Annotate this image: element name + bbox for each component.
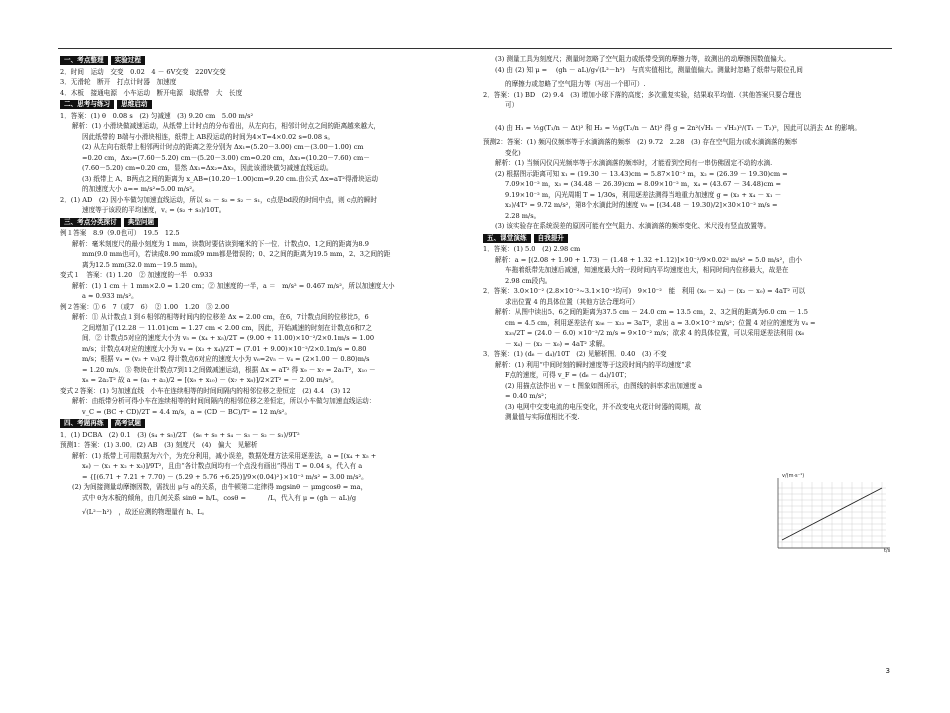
text-line: 式中 θ为木板的倾角，由几何关系 sinθ = h/L，cosθ = /L，代入有 μ = (gh － aL)/g bbox=[82, 493, 357, 502]
text-line: 2．答案：3.0×10⁻² (2.8×10⁻²~3.1×10⁻²均可) 9×10⁻² 能 利用 (x₆ － x₄) － (x₂ － x₀) = 4aT² 可以 bbox=[483, 287, 806, 295]
text-line: 测量值与实际值相比不变. bbox=[505, 413, 580, 421]
text-line: 解析：a = [(2.08 + 1.90 + 1.73) － (1.48 + 1.32 +1.12)]×10⁻²/9×0.02² m/s² = 5.0 m/s²，由小 bbox=[495, 255, 802, 264]
text-line: 解析：(1) 小滑块做减速运动，从纸带上计时点的分布看出，从左向右，相邻计时点之间的距离越来越大， bbox=[72, 122, 381, 130]
graph-y-label: v/(m·s⁻¹) bbox=[782, 473, 805, 479]
section-3-heading bbox=[60, 217, 470, 228]
text-line: (3) 纸带上 A、B两点之间的距离为 x_AB=(10.20－1.00)cm=9.20 cm.由公式 Δx=aT²得滑块运动 bbox=[82, 174, 378, 183]
vt-graph bbox=[768, 474, 896, 556]
text-line: 间．② 计数点5对应的速度大小为 v₅ = (x₄ + x₅)/2T = (9.00 + 11.00)×10⁻²/2×0.1m/s = 1.00 bbox=[82, 334, 375, 342]
text-line: x₈ = 2a₂T² 故 a = (a₁ + a₂)/2 = [(x₉ + x₁₀) － (x₇ + x₈)]/2×2T² = － 2.00 m/s²。 bbox=[82, 376, 338, 384]
text-line: 3．答案：(1) (d₆ － d₄)/10T (2) 见解析图．0.40 (3) 不变 bbox=[483, 350, 667, 358]
text-line: = {[(6.71 + 7.21 + 7.70) － (5.29 + 5.76 +6.25)]/9×(0.04)²}×10⁻² m/s² = 3.00 m/s²。 bbox=[82, 472, 368, 481]
text-line: m/s；根据 v₄ = (v₃ + v₅)/2 得计数点6对应的速度大小为 v₆=2v₅ － v₄ = (2×1.00 － 0.80)m/s bbox=[82, 355, 370, 363]
section-2-title: 二、思考与练习 bbox=[60, 100, 114, 109]
text-line: (7.60－5.20) cm=0.20 cm，显然 Δx₁=Δx₂=Δx₃，因此该滑块做匀减速直线运动。 bbox=[82, 164, 333, 172]
text-line: 1．答案：(1) 5.0 (2) 2.98 cm bbox=[483, 245, 581, 253]
text-line: 解析：(1) 1 cm ＋ 1 mm×2.0 = 1.20 cm；② 加速度的一半，a ＝ m/s² = 0.467 m/s²，所以加速度大小 bbox=[72, 281, 395, 290]
text-line: (3) 测量工具为刻度尺；测量时忽略了空气阻力或纸带受到的摩擦力等，故测出的动摩擦因数值偏大。 bbox=[495, 55, 790, 63]
text-line: 9.19×10⁻² m，闪光周期 T = 1/30s，利用逐差法测得当地重力加速度 g = (x₃ + x₄ － x₁ － bbox=[505, 190, 782, 199]
text-line: － x₄) － (x₂ － x₀) = 4aT² 求解。 bbox=[505, 339, 609, 348]
text-line: 2.28 m/s。 bbox=[505, 211, 541, 220]
text-line: 例１答案 8.9（9.0也可） 19.5 12.5 bbox=[60, 229, 180, 237]
section-5-subtitle: 自我提升 bbox=[534, 234, 568, 243]
text-line: 之间增加了(12.28 － 11.01)cm = 1.27 cm < 2.00 cm，因此，开始减速的时刻在计数点6和7之 bbox=[82, 323, 372, 332]
text-line: 解析：从图中读出5、6之间的距离为37.5 cm － 24.0 cm = 13.5 cm，2、3之间的距离为6.0 cm － 1.5 bbox=[495, 308, 808, 316]
text-line: (2) 为间接测量动摩擦因数，需找出 μ与 a的关系，由牛顿第二定律得 mgsinθ － μmgcosθ = ma， bbox=[72, 483, 368, 491]
text-line: (4) 由 (2) 知 μ = (gh － aL)/g√(L²－h²) 与真实值相比，测量值偏大。测量时忽略了纸带与限位孔间 bbox=[495, 65, 803, 74]
left-column bbox=[60, 54, 470, 518]
graph-x-label: t/s bbox=[884, 548, 891, 554]
text-line: =0.20 cm，Δx₂=(7.60－5.20) cm－(5.20－3.00) cm=0.20 cm，Δx₃=(10.20－7.60) cm－ bbox=[82, 153, 370, 162]
text-line: (3) 该实验存在系统误差的原因可能有空气阻力、水滴滴落的频率变化、米尺没有竖直放置等。 bbox=[495, 222, 771, 230]
text-line: 4．木板 接通电源 小车运动 断开电源 取纸带 大 长度 bbox=[60, 88, 243, 97]
section-4-title: 四、考题再练 bbox=[60, 419, 108, 428]
text-line: 7.09×10⁻² m，x₃ = (34.48 － 26.39)cm = 8.09×10⁻² m，x₄ = (43.67 － 34.48)cm = bbox=[505, 180, 782, 188]
text-line: x₂)/4T² = 9.72 m/s²，第8个水滴此时的速度 v₈ = [(34.48 － 19.30)/2]×30×10⁻² m/s = bbox=[505, 201, 778, 209]
text-line: = 0.40 m/s²； bbox=[505, 392, 551, 400]
text-line: (4) 由 H₁ = ½g(T₁/n － Δt)² 和 H₂ = ½g(T₂/n － Δt)² 得 g = 2n²(√H₁ － √H₂)²/(T₁ － T₂)²，因此可以消去 Δt 的影响。 bbox=[495, 123, 861, 132]
text-line: mm(9.0 mm也可)，若读成8.90 mm或9 mm都是错误的；0、2之间的距离为19.5 mm，2、3之间的距 bbox=[82, 250, 391, 258]
text-line: a ≈ 0.933 m/s²。 bbox=[82, 292, 138, 300]
text-line: 可） bbox=[505, 101, 519, 109]
text-line: (2) 从左向右纸带上相邻两计时点的距离之差分别为 Δx₁=(5.20－3.00) cm－(3.00－1.00) cm bbox=[82, 143, 364, 151]
section-4-heading bbox=[60, 418, 470, 429]
text-line: v_C = (BC + CD)/2T = 4.4 m/s，a = (CD － BC)/T² = 12 m/s²。 bbox=[82, 407, 292, 416]
section-3-title: 三、考点分类探讨 bbox=[60, 218, 121, 227]
text-line: √(L²－h²) ，故还应测的物理量有 h、L。 bbox=[82, 508, 209, 516]
section-1-subtitle: 实验过程 bbox=[111, 56, 145, 65]
text-line: cm = 4.5 cm，利用逐差法有 x₅₆ － x₂₃ = 3aT²，求出 a = 3.0×10⁻² m/s²；位置 4 对应的速度为 v₄ = bbox=[505, 318, 816, 327]
text-line: 2．时间 运动 交变 0.02 4 － 6V交变 220V交变 bbox=[60, 67, 226, 76]
section-1-heading bbox=[60, 55, 470, 66]
text-line: 离为12.5 mm(32.0 mm－19.5 mm)。 bbox=[82, 260, 202, 269]
text-line: (3) 电网中交变电流的电压变化，并不改变电火花计时器的周期，故 bbox=[505, 402, 702, 411]
text-line: 的摩擦力或忽略了空气阻力等（写出一个即可）. bbox=[505, 80, 646, 88]
text-line: 预测1：答案：(1) 3.00．(2) AB (3) 刻度尺 (4) 偏大 见解析 bbox=[60, 441, 258, 449]
text-line: 解析：毫米刻度尺的最小刻度为 1 mm，读数时要估读到毫米的下一位．计数点0、1之间的距离为8.9 bbox=[72, 239, 369, 248]
page-number: 3 bbox=[885, 667, 890, 675]
text-line: 的加速度大小 a== m/s²=5.00 m/s²。 bbox=[82, 185, 199, 193]
text-line: (2) 用描点法作出 v － t 图象如图所示，由图线的斜率求出加速度 a bbox=[505, 381, 703, 390]
section-5-heading bbox=[483, 233, 895, 244]
text-line: x₃₅/2T = (24.0 － 6.0) ×10⁻²/2 m/s = 9×10⁻² m/s；欲求 4 的具体位置，可以采用逐差法利用 (x₆ bbox=[505, 329, 805, 337]
text-line: 求出位置 4 的具体位置（其他方法合理均可） bbox=[505, 297, 639, 306]
text-line: 因此纸带的 B端与小滑块相连，纸带上 AB段运动的时间为4×T=4×0.02 s=0.08 s。 bbox=[82, 132, 335, 141]
section-2-subtitle: 思维启动 bbox=[117, 100, 151, 109]
text-line: F点的速度，可得 v_F = (d₆ － d₄)/10T； bbox=[505, 371, 631, 379]
text-line: 2．(1) AD (2) 因小车做匀加速直线运动，所以 s₃ － s₂ = s₂ － s₁，c点是bd段的时间中点，则 c点的瞬时 bbox=[60, 195, 377, 204]
section-3-subtitle: 典型问题 bbox=[124, 218, 158, 227]
text-line: 1．答案：(1) θ 0.08 s (2) 匀减速 (3) 9.20 cm 5.00 m/s² bbox=[60, 111, 254, 120]
text-line: m/s；计数点4对应的速度大小为 v₄ = (x₃ + x₄)/2T = (7.01 + 9.00)×10⁻²/2×0.1m/s = 0.80 bbox=[82, 344, 367, 353]
text-line: 变化) bbox=[505, 148, 521, 157]
text-line: 解析：(1) 当频闪仪闪光频率等于水滴滴落的频率时，才能看到空间有一串仿佛固定不动的水滴. bbox=[495, 159, 773, 167]
header-rule bbox=[58, 48, 892, 49]
text-line: 2．答案：(1) BD (2) 9.4 (3) 增加小球下落的高度；多次重复实验，结果取平均值.（其他答案只要合理也 bbox=[483, 90, 802, 99]
text-line: 1．(1) DCBA (2) 0.1 (3) (s₄ + s₅)/2T (s₆ + s₅ + s₄ － s₃ － s₂ － s₁)/9T² bbox=[60, 430, 300, 439]
text-line: 解析：由纸带分析可得小车在连续相等的时间间隔内的相邻位移之差恒定，所以小车做匀加速直线运动： bbox=[72, 397, 376, 405]
text-line: 解析：(1) 纸带上可用数据为六个，为充分利用，减小误差，数据处理方法采用逐差法，a = [(x₄ + x₅ + bbox=[72, 451, 377, 460]
text-line: x₆) － (x₁ + x₂ + x₃)]/9T²，且由“各计数点间均有一个点没有画出”得出 T = 0.04 s，代入有 a bbox=[82, 462, 363, 470]
text-line: 变式２答案：(1) 匀加速直线 小车在连续相等的时间间隔内的相邻位移之差恒定 (2) 4.4 (3) 12 bbox=[60, 386, 351, 395]
section-4-subtitle: 高考试题 bbox=[111, 419, 145, 428]
text-line: 解析：(1) 利用“中间时刻的瞬时速度等于这段时间内的平均速度”求 bbox=[495, 360, 692, 369]
text-line: 解析：① 从计数点１到６相邻的相等时间内的位移差 Δx ≈ 2.00 cm，在6，7计数点间的位移比5，6 bbox=[72, 313, 369, 321]
graph-grid bbox=[778, 482, 886, 548]
text-line: 变式１ 答案：(1) 1.20 ② 加速度的一半 0.933 bbox=[60, 271, 213, 279]
text-line: = 1.20 m/s．③ 物块在计数点7到11之间做减速运动，根据 Δx = aT² 得 x₉ － x₇ = 2a₁T²，x₁₀ － bbox=[82, 365, 376, 374]
text-line: 速度等于该段的平均速度，v꜀ = (s₂ + s₃)/10T。 bbox=[82, 206, 226, 214]
text-line: 预测2：答案：(1) 频闪仪频率等于水滴滴落的频率 (2) 9.72 2.28 (3) 存在空气阻力(或水滴滴落的频率 bbox=[483, 138, 798, 146]
text-line: (2) 根据图示距离可知 x₁ = (19.30 － 13.43)cm = 5.87×10⁻² m，x₂ = (26.39 － 19.30)cm = bbox=[495, 169, 788, 178]
section-5-title: 五、课堂演练 bbox=[483, 234, 531, 243]
text-line: 车拖着纸带先加速后减速，知速度最大的一段时间内平均速度也大，相同时间内位移最大，故是在 bbox=[505, 266, 789, 274]
text-line: 例２答案：① 6 7（或7 6） ② 1.00 1.20 ③ 2.00 bbox=[60, 302, 230, 311]
right-column bbox=[483, 54, 895, 423]
text-line: 3．无滑轮 断开 打点计时器 加速度 bbox=[60, 78, 177, 86]
vt-graph-svg bbox=[768, 474, 896, 556]
section-2-heading bbox=[60, 99, 470, 110]
text-line: 2.98 cm段内。 bbox=[505, 276, 552, 285]
section-1-title: 一、考点整理 bbox=[60, 56, 108, 65]
